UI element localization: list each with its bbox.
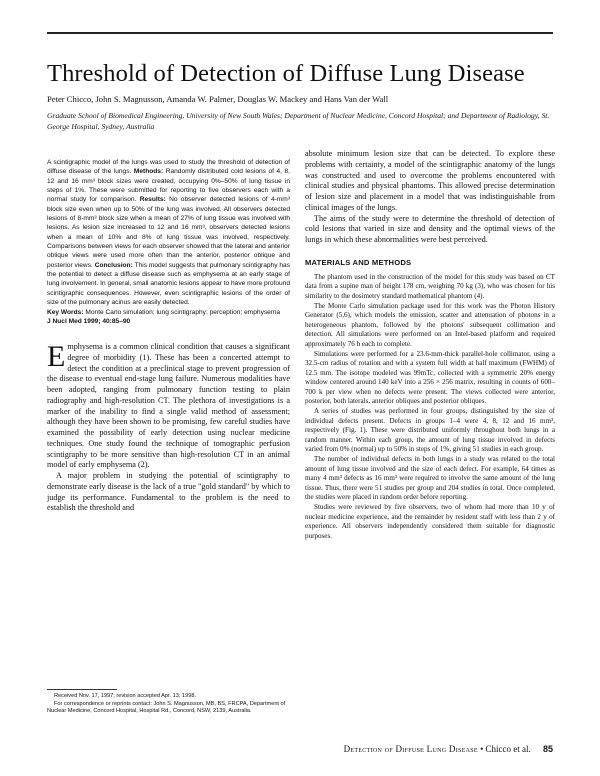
header-rule [47,32,553,34]
methods-paragraph-2: The Monte Carlo simulation package used for this work was the Photon History Generator (5,6), which models the emission, scatter and attenuation of photons in a heterogeneous phantom, followed by the photons' subsequent collimation and detection. All simulations were performed on an Intel-based platform and required approximately 76 h each to complete. [305,301,555,348]
keywords [47,308,290,317]
footnote-received: Received Nov. 17, 1997; revision accepted Apr. 13, 1998. [54,693,197,699]
page-number: 85 [542,744,553,754]
abstract [47,158,290,326]
abstract-results: No observer detected lesions of 4-mm³ block size even when up to 50% of the lung was involved. All observers detected lesions of 8-mm³ block size when a mean of 27% of lung tissue was involved with lesions. As lesion size increased to 12 and 16 mm³, observers detected lesions when a mean of 10% and 8% of lung tissue was involved, respectively. Comparisons between views for each observer showed that the lateral and anterior oblique views were used more often than the anterior, posterior oblique and posterior views. [47,196,290,269]
footnote-rule [47,689,117,690]
drop-cap: E [47,340,66,374]
running-title: Detection of Diffuse Lung Disease [343,744,478,754]
abstract-results-label: Results: [139,196,166,204]
abstract-conclusion: This model suggests that pulmonary scintigraphy has the potential to detect a diffuse disease such as emphysema at an early stage of lung involvement. In general, small anatomic lesions appear to have more profound scintigraphic consequences. However, even scintigraphic lesions of the order of size of the pulmonary acinus are easily detected. [47,261,290,307]
abstract-methods-label: Methods: [133,168,164,176]
abstract-conclusion-label: Conclusion: [94,261,133,269]
methods-paragraph-5: The number of individual defects in both lungs in a study was related to the total amount of lung tissue involved and the size of each defect. For example, 64 times as many 4 mm³ defects as 16 mm³ were required to involve the same amount of the lung tissue. Thus, there were 51 studies per group and 204 studies in total. Once completed, the studies were placed in random order before reporting. [305,455,555,502]
methods-paragraph-4: A series of studies was performed in four groups, distinguished by the size of individual defects present. Defects in groups 1–4 were 4, 8, 12 and 16 mm³, respectively (Fig. 1). These were distributed uniformly throughout both lungs in a random manner. Within each group, the amount of lung tissue involved in defects varied from 0% (normal) up to 50% in steps of 1%, giving 51 studies in each group. [305,407,555,454]
intro-paragraph-1-text: mphysema is a common clinical condition that causes a significant degree of morbidity (1). These has been a concerted attempt to detect the condition at a preclinical stage to prevent progression of the disease to eventual end-stage lung failure. Numerous modalities have been adopted, ranging from pulmonary function testing to plain radiography and high-resolution CT. The plethora of investigations is a marker of the inability to find a single valid method of assessment; although they have been shown to be promising, few careful studies have examined the possibility of early detection using nuclear medicine techniques. One study found the technique of tomographic perfusion scintigraphy to be more sensitive than high-resolution CT in an animal model of early emphysema (2). [47,342,290,470]
abstract-methods: Randomly distributed cold lesions of 4, 8, 12 and 16 mm³ block sizes were created, occupying 0%–50% of lung tissue in steps of 1%. These were submitted for reporting to five observers each with a normal study for comparison. [47,168,290,204]
intro-paragraph-3: absolute minimum lesion size that can be detected. To explore these problems with certainty, a model of the scintigraphic anatomy of the lungs was constructed and used to overcome the problems encountered with clinical studies and physical phantoms. This allowed precise determination of lesion size and placement in a model that was indistinguishable from clinical images of the lungs. [305,149,555,212]
section-heading-materials-methods: MATERIALS AND METHODS [305,257,412,267]
left-column [47,158,290,514]
footnote [47,693,290,716]
introduction [47,342,290,514]
methods-paragraph-1: The phantom used in the construction of the model for this study was based on CT data from a supine man of height 178 cm, weighing 70 kg (3), who was chosen for his similarity to the dosimetry standard mathematical phantom (4). [305,272,555,300]
intro-paragraph-4: The aims of the study were to determine the threshold of detection of cold lesions that varied in size and density and the optimal views of the lungs in which these abnormalities were best perceived. [305,213,555,244]
citation: J Nucl Med 1999; 40:85–90 [47,317,131,325]
right-column [305,149,555,541]
footnote-correspondence: For correspondence or reprints contact: John S. Magnusson, MB, BS, FRCPA, Department of Nuclear Medicine, Concord Hospital, Hospital Rd., Concord, NSW, 2139, Australia. [47,700,286,715]
running-footer [344,744,553,754]
abstract-intro: A scintigraphic model of the lungs was used to study the threshold of detection of diffuse disease of the lungs. [47,159,290,176]
author-list: Peter Chicco, John S. Magnusson, Amanda W. Palmer, Douglas W. Mackey and Hans Van der Wall [47,94,389,104]
article-title: Threshold of Detection of Diffuse Lung Disease [47,60,525,88]
intro-paragraph-1 [47,342,290,471]
affiliation: Graduate School of Biomedical Engineering, University of New South Wales; Department of Nuclear Medicine, Concord Hospital; and Department of Radiology, St. George Hospital, Sydney, Australia [47,111,550,131]
footer-separator: • [480,744,484,754]
methods-paragraph-3: Simulations were performed for a 23.6-mm-thick parallel-hole collimator, using a 32.5-cm radius of rotation and with a system full width at half maximum (FWHM) of 12.5 mm. The isotope modeled was 99mTc, collected with a symmetric 20% energy window centered around 140 keV into a 256 × 256 matrix, resulting in counts of 600–700 k per view when no defects were present. The views collected were anterior, posterior, both laterals, anterior obliques and posterior obliques. [305,349,555,406]
keywords-label: Key Words: [47,308,84,316]
intro-paragraph-2: A major problem in studying the potential of scintigraphy to demonstrate early disease is the lack of a true "gold standard" by which to judge its performance. Fundamental to the problem is the need to establish the threshold and [47,471,290,513]
methods-paragraph-6: Studies were reviewed by five observers, two of whom had more than 10 y of nuclear medicine experience, and the remainder by resident staff with less than 2 y of experience. All observers independently considered them suitable for diagnostic purposes. [305,503,555,540]
abstract-text [47,158,290,308]
keywords-text: Monte Carlo simulation; lung scintigraphy; perception; emphysema [85,308,280,316]
footer-authors: Chicco et al. [485,744,531,754]
